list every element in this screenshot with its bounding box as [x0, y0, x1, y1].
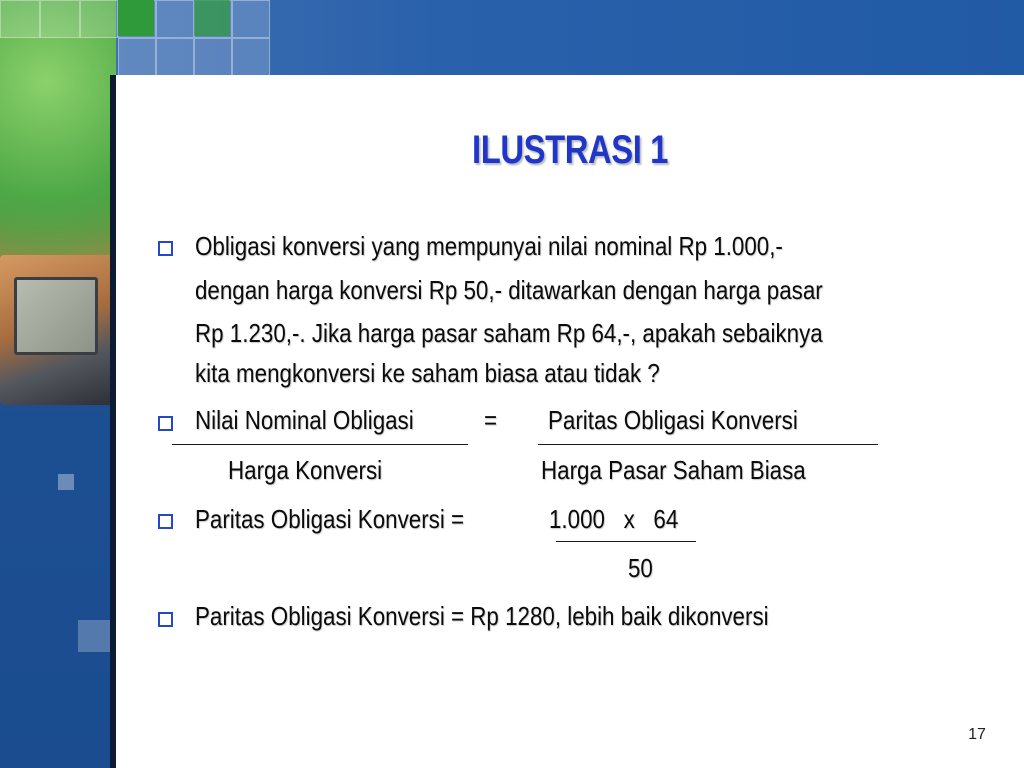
paritas-denominator: 50: [628, 553, 653, 583]
fraction-line-paritas: [556, 541, 696, 542]
grid-tile: [194, 38, 232, 76]
grid-tile: [80, 0, 118, 38]
slide-title: ILUSTRASI 1: [472, 128, 668, 172]
fraction-line-right: [538, 444, 878, 445]
device-screen: [14, 277, 98, 355]
paritas-label: Paritas Obligasi Konversi =: [195, 504, 465, 534]
bullet-square-icon: [158, 514, 173, 529]
grid-tile: [118, 38, 156, 76]
decorative-square: [78, 620, 110, 652]
bullet-square-icon: [158, 241, 173, 256]
bullet-1-line-4: kita mengkonversi ke saham biasa atau tidak ?: [195, 358, 660, 388]
fraction-line-left: [172, 444, 468, 445]
bullet-1-line-3: Rp 1.230,-. Jika harga pasar saham Rp 64,-, apakah sebaiknya: [195, 318, 823, 348]
grid-tile: [156, 0, 194, 38]
formula-left-denominator: Harga Konversi: [228, 455, 383, 485]
grid-tile: [0, 0, 40, 38]
green-tile: [194, 0, 230, 36]
formula-right-numerator: Paritas Obligasi Konversi: [548, 405, 798, 435]
formula-left-numerator: Nilai Nominal Obligasi: [195, 405, 414, 435]
bullet-square-icon: [158, 416, 173, 431]
grid-tile: [232, 0, 270, 38]
conclusion-text: Paritas Obligasi Konversi = Rp 1280, lebih baik dikonversi: [195, 601, 769, 631]
left-dark-strip: [110, 75, 116, 768]
green-tile: [118, 0, 154, 36]
grid-tile: [232, 38, 270, 76]
page-number: 17: [968, 726, 986, 743]
bullet-square-icon: [158, 612, 173, 627]
handheld-device-image: [0, 255, 112, 405]
paritas-numerator: 1.000 x 64: [549, 504, 679, 534]
grid-tile: [40, 0, 80, 38]
bullet-1-line-2: dengan harga konversi Rp 50,- ditawarkan dengan harga pasar: [195, 275, 823, 305]
bullet-1-line-1: Obligasi konversi yang mempunyai nilai nominal Rp 1.000,-: [195, 231, 783, 261]
formula-equals: =: [484, 405, 498, 435]
decorative-square: [58, 474, 74, 490]
formula-right-denominator: Harga Pasar Saham Biasa: [541, 455, 806, 485]
grid-tile: [156, 38, 194, 76]
